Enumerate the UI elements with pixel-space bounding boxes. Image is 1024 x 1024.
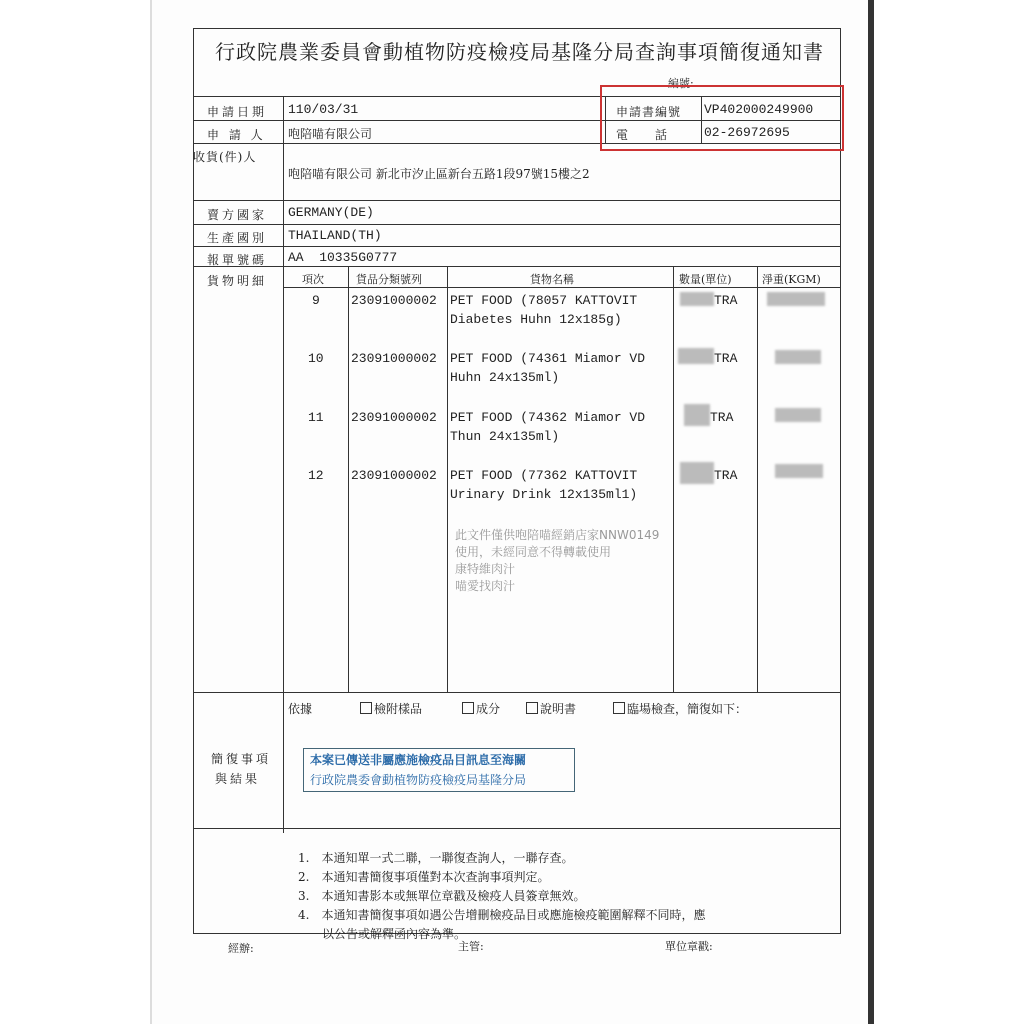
form-no: VP402000249900 [704,102,814,117]
option-sample[interactable]: 檢附樣品 [360,700,422,717]
document-title: 行政院農業委員會動植物防疫檢疫局基隆分局查詢事項簡復通知書 [215,40,824,64]
handler-label: 經辦: [228,942,254,955]
apply-date-label: 申請日期 [207,105,268,119]
applicant-label: 申 請 人 [207,128,266,142]
option-ingredients[interactable]: 成分 [462,700,500,717]
col-header-code: 貨品分類號列 [356,273,422,286]
basis-label: 依據 [288,702,313,716]
option-inspection[interactable]: 臨場檢查，簡復如下： [613,700,747,717]
notes-list: 1. 本通知單一式二聯，一聯復查詢人，一聯存查。 2. 本通知書簡復事項僅對本次查詢事項判定。 3. 本通知書影本或無單位章戳及檢疫人員簽章無效。 4. 本通知書簡復事項如遇公告增刪檢疫品目或應施檢疫範圍解釋不同時，應 以公告或解釋函內容為準。 [298,851,706,941]
form-no-label: 申請書編號 [616,105,682,119]
option-manual[interactable]: 說明書 [526,700,576,717]
seller-country: GERMANY(DE) [288,205,374,220]
reply-label: 簡復事項 [211,752,272,766]
consignee-label: 收貨(件)人 [193,150,257,164]
declaration-no: AA 10335G0777 [288,250,398,265]
reply-label-2: 與結果 [215,772,261,786]
seal-label: 單位章戳: [665,940,713,953]
apply-date: 110/03/31 [288,102,359,117]
phone: 02-26972695 [704,125,790,140]
serial-label: 編號: [668,77,694,90]
origin-label: 生產國別 [207,231,268,245]
col-header-no: 項次 [302,273,324,286]
seller-country-label: 賣方國家 [207,208,268,222]
col-header-weight: 淨重(KGM) [762,273,821,286]
col-header-qty: 數量(單位) [679,273,732,286]
applicant: 咆陪喵有限公司 [288,127,373,141]
goods-label: 貨物明細 [207,274,268,288]
phone-label: 電 話 [616,128,669,142]
consignee: 咆陪喵有限公司 新北市汐止區新台五路1段97號15樓之2 [288,167,590,181]
scan-edge [868,0,874,1024]
origin: THAILAND(TH) [288,228,382,243]
watermark-text: 此文件僅供咆陪喵經銷店家NNW0149 使用，未經同意不得轉載使用 康特維肉汁 喵愛找肉汁 [455,528,660,593]
declaration-label: 報單號碼 [207,253,268,267]
supervisor-label: 主管: [458,940,484,953]
col-header-name: 貨物名稱 [530,273,574,286]
official-stamp: 本案已傳送非屬應施檢疫品目訊息至海關 行政院農委會動植物防疫檢疫局基隆分局 [303,748,575,792]
